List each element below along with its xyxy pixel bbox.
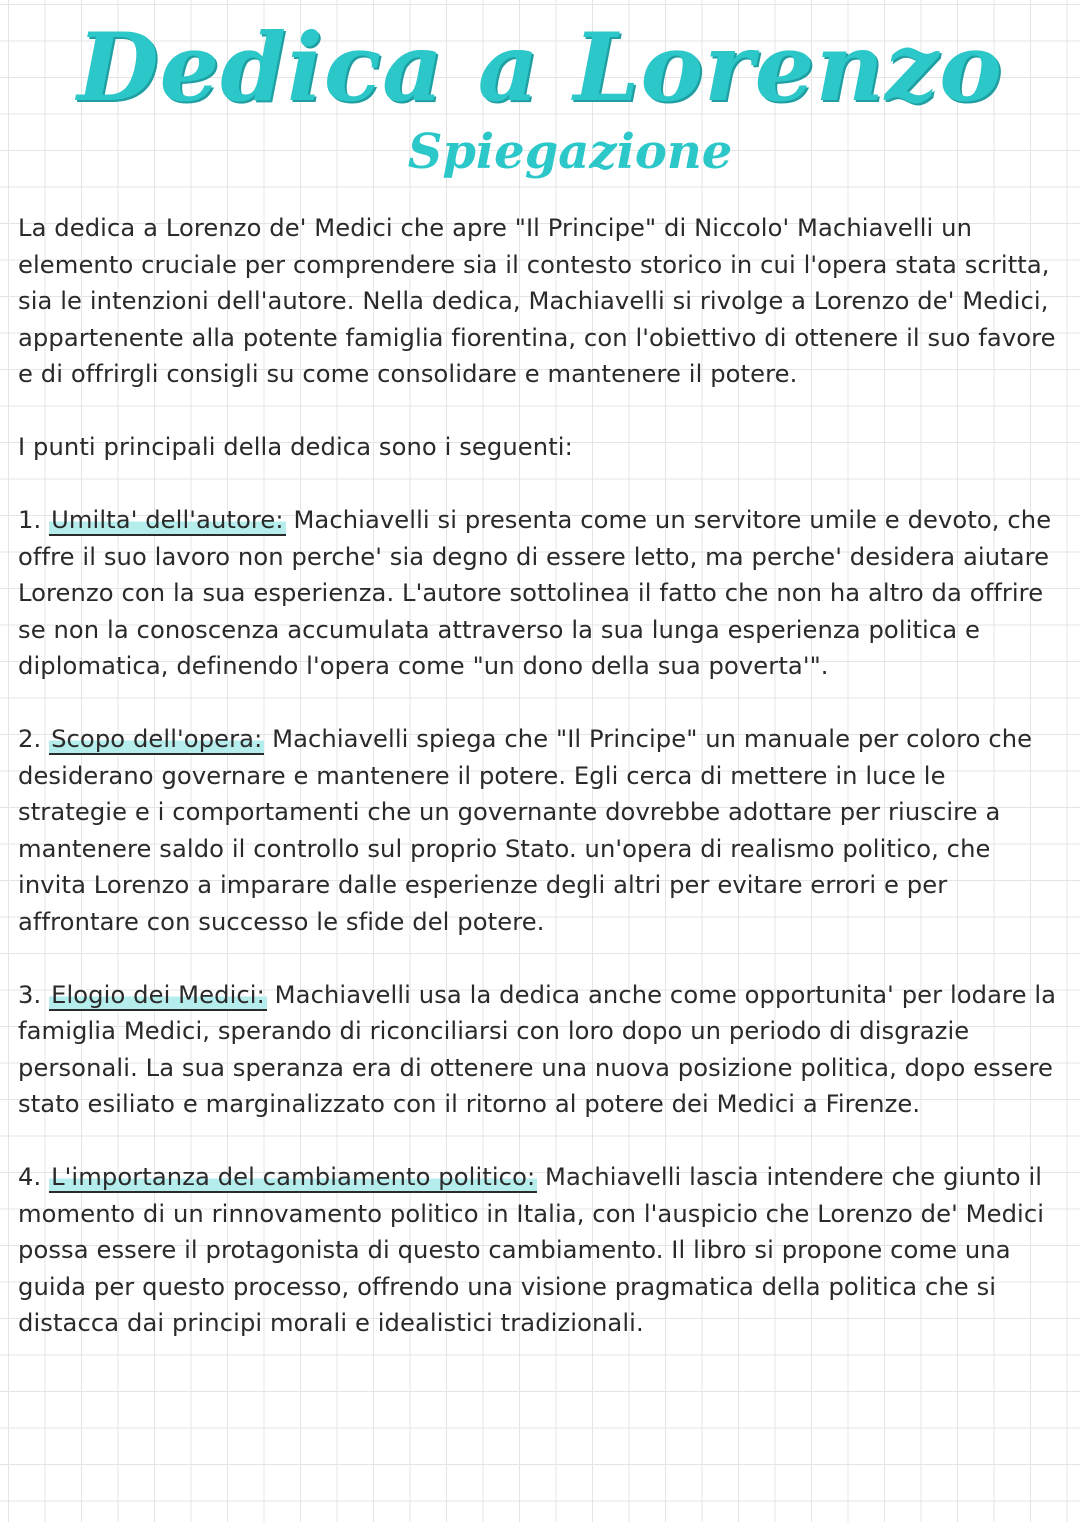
point-number: 2. [18, 725, 42, 753]
point-heading: L'importanza del cambiamento politico: [51, 1163, 536, 1191]
point-number: 3. [18, 980, 42, 1009]
point-heading: Umilta' dell'autore: [51, 506, 284, 534]
point-heading: Elogio dei Medici: [51, 980, 265, 1009]
point-text: Machiavelli usa la dedica anche come opportunita' per lodare la famiglia Medici, sperando di riconciliarsi con loro dopo un periodo di disgrazie personali. La sua speranza era di ottenere una nuova posizione politica, dopo essere stato esiliato e marginalizzato con il ritorno al potere dei Medici a Firenze. [18, 980, 1057, 1118]
point-4 [18, 1159, 1058, 1342]
point-1 [18, 502, 1058, 685]
page-subtitle: Spiegazione [407, 124, 733, 180]
intro-paragraph: La dedica a Lorenzo de' Medici che apre "Il Principe" di Niccolo' Machiavelli un elemento cruciale per comprendere sia il contesto storico in cui l'opera stata scritta, sia le intenzioni dell'autore. Nella dedica, Machiavelli si rivolge a Lorenzo de' Medici, appartenente alla potente famiglia fiorentina, con l'obiettivo di ottenere il suo favore e di offrirgli consigli su come consolidare e mantenere il potere. [18, 214, 1056, 388]
point-3 [18, 977, 1058, 1123]
document-body [18, 210, 1058, 1342]
point-number: 1. [18, 506, 42, 534]
page-title: Dedica a Lorenzo [77, 13, 1003, 123]
point-heading: Scopo dell'opera: [51, 725, 263, 753]
point-2 [18, 721, 1058, 940]
point-text: Machiavelli si presenta come un servitore umile e devoto, che offre il suo lavoro non perche' sia degno di essere letto, ma perche' desidera aiutare Lorenzo con la sua esperienza. L'autore sottolinea il fatto che non ha altro da offrire se non la conoscenza accumulata attraverso la sua lunga esperienza politica e diplomatica, definendo l'opera come "un dono della sua poverta'". [18, 506, 1052, 680]
point-number: 4. [18, 1163, 42, 1191]
point-text: Machiavelli spiega che "Il Principe" un manuale per coloro che desiderano governare e mantenere il potere. Egli cerca di mettere in luce le strategie e i comportamenti che un governante dovrebbe adottare per riuscire a mantenere saldo il controllo sul proprio Stato. un'opera di realismo politico, che invita Lorenzo a imparare dalle esperienze degli altri per evitare errori e per affrontare con successo le sfide del potere. [18, 725, 1033, 936]
point-text: Machiavelli lascia intendere che giunto il momento di un rinnovamento politico in Italia, con l'auspicio che Lorenzo de' Medici possa essere il protagonista di questo cambiamento. Il libro si propone come una guida per questo processo, offrendo una visione pragmatica della politica che si distacca dai principi morali e idealistici tradizionali. [18, 1163, 1045, 1337]
lead-sentence: I punti principali della dedica sono i seguenti: [18, 433, 573, 461]
